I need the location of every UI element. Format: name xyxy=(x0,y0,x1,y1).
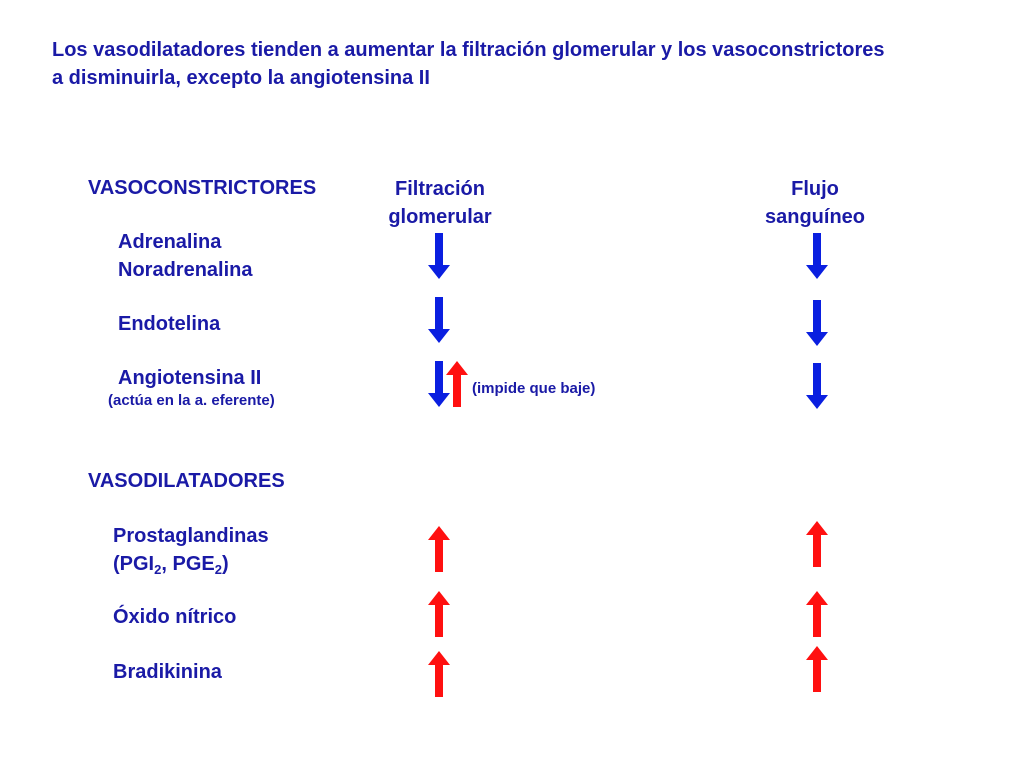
up-arrow-icon xyxy=(424,590,454,638)
pgi-close: ) xyxy=(221,553,229,575)
vasodilatadores-heading: VASODILATADORES xyxy=(88,470,285,492)
header-filtracion-glomerular xyxy=(370,175,510,231)
header-flujo-sanguineo xyxy=(745,175,885,231)
item-pgi-pge xyxy=(113,550,229,578)
pge-subscript: 2 xyxy=(214,561,222,577)
header-filtracion-line-2: glomerular xyxy=(388,206,492,228)
pgi-text: (PGI xyxy=(113,553,155,575)
up-arrow-icon xyxy=(424,650,454,698)
vasoconstrictores-heading: VASOCONSTRICTORES xyxy=(88,177,317,199)
header-flujo-line-2: sanguíneo xyxy=(764,206,865,228)
up-arrow-icon xyxy=(802,645,832,693)
down-arrow-icon xyxy=(424,296,454,344)
impide-note: (impide que baje) xyxy=(472,380,596,397)
title-line-1: Los vasodilatadores tienden a aumentar la filtración glomerular y los vasoconstrictores xyxy=(52,39,885,61)
up-arrow-icon xyxy=(424,525,454,573)
up-arrow-icon xyxy=(802,590,832,638)
item-prostaglandinas: Prostaglandinas xyxy=(113,525,269,547)
pgi-subscript: 2 xyxy=(154,561,162,577)
down-arrow-icon xyxy=(802,232,832,280)
up-arrow-icon xyxy=(802,520,832,568)
title-line-2: a disminuirla, excepto la angiotensina II xyxy=(52,67,430,89)
item-noradrenalina: Noradrenalina xyxy=(118,259,253,281)
down-arrow-icon xyxy=(802,362,832,410)
item-bradikinina: Bradikinina xyxy=(113,661,222,683)
slide-title xyxy=(52,36,884,92)
down-arrow-icon xyxy=(802,299,832,347)
header-filtracion-line-1: Filtración xyxy=(394,178,485,200)
item-adrenalina: Adrenalina xyxy=(118,231,222,253)
up-arrow-icon xyxy=(442,360,472,408)
header-flujo-line-1: Flujo xyxy=(791,178,839,200)
down-arrow-icon xyxy=(424,232,454,280)
item-endotelina: Endotelina xyxy=(118,313,221,335)
angiotensina-note: (actúa en la a. eferente) xyxy=(108,392,275,409)
item-angiotensina-ii: Angiotensina II xyxy=(118,367,262,389)
pge-text: , PGE xyxy=(161,553,215,575)
item-oxido-nitrico: Óxido nítrico xyxy=(113,606,237,628)
